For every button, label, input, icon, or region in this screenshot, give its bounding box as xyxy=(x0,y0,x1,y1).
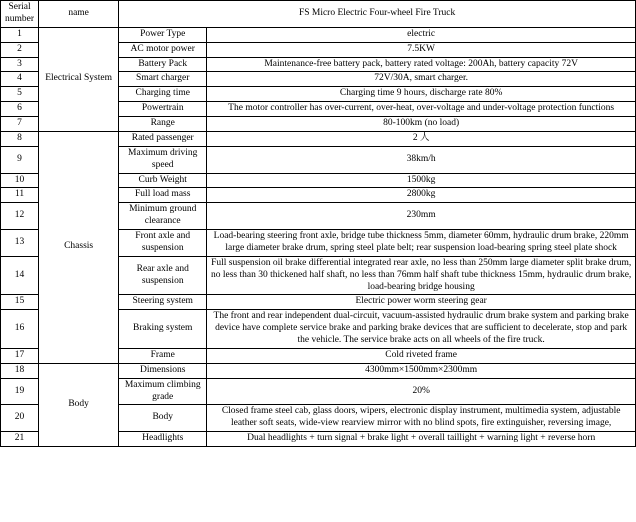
row-label: Front axle and suspension xyxy=(119,230,207,257)
row-value: 2800kg xyxy=(207,188,636,203)
row-serial: 20 xyxy=(1,405,39,432)
table-row xyxy=(1,363,636,378)
row-label: Steering system xyxy=(119,295,207,310)
row-label: Power Type xyxy=(119,27,207,42)
row-serial: 21 xyxy=(1,432,39,447)
row-value: 20% xyxy=(207,378,636,405)
table-row xyxy=(1,27,636,42)
row-label: Charging time xyxy=(119,87,207,102)
row-label: Rated passenger xyxy=(119,131,207,146)
row-label: Full load mass xyxy=(119,188,207,203)
row-label: Battery Pack xyxy=(119,57,207,72)
row-value: 4300mm×1500mm×2300mm xyxy=(207,363,636,378)
row-label: AC motor power xyxy=(119,42,207,57)
row-serial: 4 xyxy=(1,72,39,87)
row-value: Closed frame steel cab, glass doors, wipers, electronic display instrument, multimedia system, adjustable leather soft seats, wide-view rearview mirror with no blind spots, fire extinguisher, reversing image, xyxy=(207,405,636,432)
row-serial: 11 xyxy=(1,188,39,203)
row-value: 2 人 xyxy=(207,131,636,146)
row-serial: 10 xyxy=(1,173,39,188)
row-label: Braking system xyxy=(119,310,207,349)
row-label: Maximum driving speed xyxy=(119,146,207,173)
row-label: Smart charger xyxy=(119,72,207,87)
row-value: Maintenance-free battery pack, battery rated voltage: 200Ah, battery capacity 72V xyxy=(207,57,636,72)
row-serial: 3 xyxy=(1,57,39,72)
row-label: Dimensions xyxy=(119,363,207,378)
row-value: 80-100km (no load) xyxy=(207,117,636,132)
row-serial: 16 xyxy=(1,310,39,349)
group-body: Body xyxy=(39,363,119,446)
row-value: electric xyxy=(207,27,636,42)
header-serial-number: Serial number xyxy=(1,1,39,28)
row-serial: 17 xyxy=(1,348,39,363)
row-label: Headlights xyxy=(119,432,207,447)
row-value: The front and rear independent dual-circuit, vacuum-assisted hydraulic drum brake system and parking brake device have complete service brake and parking brake devices that are sufficient to decelerate, stop and park the vehicle. The service brake acts on all wheels of the fire truck. xyxy=(207,310,636,349)
row-serial: 5 xyxy=(1,87,39,102)
row-value: Dual headlights + turn signal + brake light + overall taillight + warning light + reverse horn xyxy=(207,432,636,447)
row-serial: 2 xyxy=(1,42,39,57)
row-label: Curb Weight xyxy=(119,173,207,188)
row-label: Rear axle and suspension xyxy=(119,256,207,295)
row-value: 7.5KW xyxy=(207,42,636,57)
row-value: Full suspension oil brake differential integrated rear axle, no less than 250mm large diameter split brake drum, no less than 30 thickened half shaft, no less than 76mm half shaft tube thickness 15mm, hydraulic drum brake, load-bearing bridge housing xyxy=(207,256,636,295)
row-serial: 15 xyxy=(1,295,39,310)
row-value: 230mm xyxy=(207,203,636,230)
row-value: 72V/30A, smart charger. xyxy=(207,72,636,87)
row-label: Range xyxy=(119,117,207,132)
row-serial: 13 xyxy=(1,230,39,257)
group-electrical-system: Electrical System xyxy=(39,27,119,131)
row-value: The motor controller has over-current, over-heat, over-voltage and under-voltage protection functions xyxy=(207,102,636,117)
row-value: 38km/h xyxy=(207,146,636,173)
row-value: Load-bearing steering front axle, bridge tube thickness 5mm, diameter 60mm, hydraulic drum brake, 220mm large diameter brake drum, spring steel plate belt; rear suspension load-bearing spring steel plate shock xyxy=(207,230,636,257)
row-serial: 6 xyxy=(1,102,39,117)
table-title: FS Micro Electric Four-wheel Fire Truck xyxy=(119,1,636,28)
row-serial: 12 xyxy=(1,203,39,230)
row-value: Electric power worm steering gear xyxy=(207,295,636,310)
row-serial: 8 xyxy=(1,131,39,146)
row-value: Cold riveted frame xyxy=(207,348,636,363)
row-label: Maximum climbing grade xyxy=(119,378,207,405)
row-label: Minimum ground clearance xyxy=(119,203,207,230)
row-serial: 7 xyxy=(1,117,39,132)
row-serial: 19 xyxy=(1,378,39,405)
group-chassis: Chassis xyxy=(39,131,119,363)
row-value: 1500kg xyxy=(207,173,636,188)
row-label: Frame xyxy=(119,348,207,363)
row-serial: 9 xyxy=(1,146,39,173)
table-row xyxy=(1,131,636,146)
row-serial: 18 xyxy=(1,363,39,378)
row-label: Powertrain xyxy=(119,102,207,117)
row-serial: 1 xyxy=(1,27,39,42)
row-label: Body xyxy=(119,405,207,432)
row-value: Charging time 9 hours, discharge rate 80% xyxy=(207,87,636,102)
row-serial: 14 xyxy=(1,256,39,295)
header-name: name xyxy=(39,1,119,28)
